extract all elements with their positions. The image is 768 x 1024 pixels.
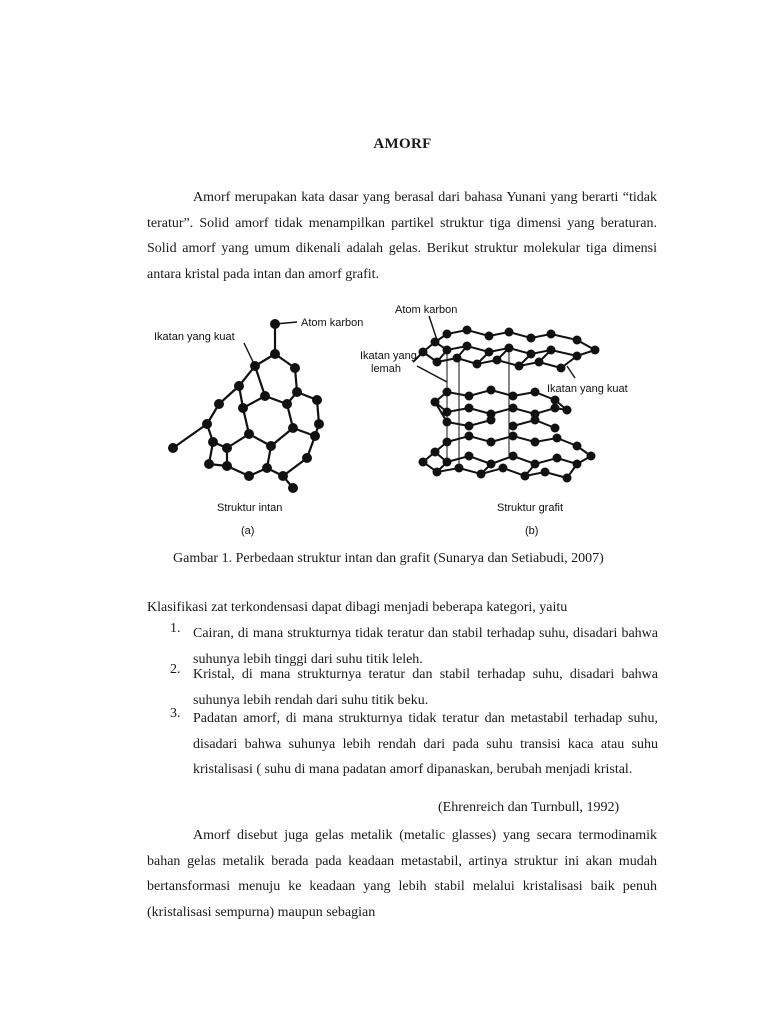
graphite-sub-label: (b) xyxy=(525,525,539,537)
diamond-caption: Struktur intan xyxy=(217,502,283,514)
list-item-number: 3. xyxy=(170,706,181,721)
structure-figure xyxy=(147,296,662,542)
diamond-graphite-figure xyxy=(147,296,662,542)
graphite-weak-label-2: lemah xyxy=(371,363,401,375)
diamond-bond-label: Ikatan yang kuat xyxy=(154,331,235,343)
diamond-leaders xyxy=(244,322,297,366)
intro-paragraph-text: Amorf merupakan kata dasar yang berasal dari bahasa Yunani yang berarti “tidak teratur”. Solid amorf tidak menampilkan partikel struktur tiga dimensi yang beraturan. Solid amorf yang umum dikenali adalah gelas. Berikut struktur molekular tiga dimensi antara kristal pada intan dan amorf grafit. xyxy=(147,190,657,282)
intro-paragraph xyxy=(147,185,657,287)
graphite-strong-label: Ikatan yang kuat xyxy=(547,383,628,395)
page-title: AMORF xyxy=(373,136,432,152)
graphite-atom-label: Atom karbon xyxy=(395,304,458,316)
list-item-number: 2. xyxy=(170,662,181,677)
list-item xyxy=(170,706,658,783)
citation: (Ehrenreich dan Turnbull, 1992) xyxy=(438,800,620,815)
diamond-sub-label: (a) xyxy=(241,525,255,537)
list-item-text: Kristal, di mana strukturnya teratur dan stabil terhadap suhu, disadari bahwa suhunya lebih rendah dari suhu titik beku. xyxy=(193,667,658,708)
figure-caption: Gambar 1. Perbedaan struktur intan dan grafit (Sunarya dan Setiabudi, 2007) xyxy=(173,551,604,566)
graphite-weak-label-1: Ikatan yang xyxy=(360,350,417,362)
classification-intro: Klasifikasi zat terkondensasi dapat dibagi menjadi beberapa kategori, yaitu xyxy=(147,600,568,615)
graphite-structure xyxy=(413,330,595,478)
list-item-number: 1. xyxy=(170,621,181,636)
closing-paragraph xyxy=(147,823,657,925)
list-item-text: Cairan, di mana strukturnya tidak teratur dan stabil terhadap suhu, disadari bahwa suhunya lebih tinggi dari suhu titik leleh. xyxy=(193,626,658,667)
graphite-caption: Struktur grafit xyxy=(497,502,564,514)
diamond-atoms xyxy=(168,319,324,493)
list-item-text: Padatan amorf, di mana strukturnya tidak teratur dan metastabil terhadap suhu, disadari bahwa suhunya lebih rendah dari pada suhu transisi kaca atau suhu kristalisasi ( suhu di mana padatan amorf dipanaskan, berubah menjadi kristal. xyxy=(193,711,658,777)
closing-paragraph-text: Amorf disebut juga gelas metalik (metalic glasses) yang secara termodinamik bahan gelas metalik berada pada keadaan metastabil, artinya struktur ini akan mudah bertansformasi menuju ke keadaan yang lebih stabil melalui kristalisasi baik penuh (kristalisasi sempurna) maupun sebagian xyxy=(147,828,657,920)
diamond-atom-label: Atom karbon xyxy=(301,317,364,329)
